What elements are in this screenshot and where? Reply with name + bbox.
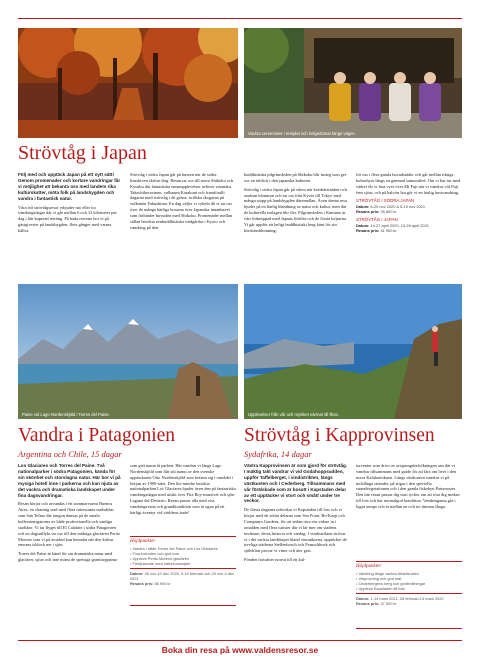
top-rule — [18, 18, 462, 19]
patagonia-paragraph: Resan börjar och avrundas i ett sommarvarmt Buenos Aires, en charmig stad med flera intressanta stadsdelar som San Telmo där tangon dansas på de smala kullerstensgatorna av både professionella och vanliga stadsbor. Vi tar flyget till El Calafate i södra Patagonien och en dagsutflykt tar oss till den mäktiga glaciären Perito Moreno som vi på avstånd kan beundra när den kalvar enorma isblock ner i sjön. — [18, 501, 121, 548]
tour-price: Resans pris: 41 900 kr — [356, 227, 397, 233]
tour-price: Resans pris: 45 800 kr — [356, 208, 397, 214]
cape-col-2 — [356, 463, 462, 558]
japan-paragraph: för oss i flera gamla huvudstäder och går mellan riktiga kulturbyar längs en gammal samurailed. Om vi har tur med vädret får vi fina vyer över Mt Fuji när vi vandrar vid Fuji fem sjöar, och på halvön Izu gör vi en härlig kustvandring. — [356, 172, 461, 195]
cape-paragraph: De första dagarna utforskar vi Kapstaden till fots och vi börjar med de södra delarna som Sea Point, Bo-Kaap och Companys Gardens, för att sedan röra oss vidare in i områden med flera turister där vi lär mer om stadens invånare, deras historia och vardag. I vindistrikten strövar vi i det vackra landskapet bland vinrankorna, upptäcker de trevliga städerna Stellenbosch och Franschhoek och självklart provar vi viner och äter gott. — [244, 507, 347, 554]
footer-rule — [18, 640, 462, 641]
japan-forest-photo — [18, 28, 238, 138]
highlights-list — [130, 546, 236, 566]
japan-paragraph: Strövtåg i södra Japan går på våren när körsbärsträden och azalean blommar och tar oss från Kyoto till Tokyo med många stopp på landsbygden däremellan. Även denna resa bjuder på en härlig blandning av natur och kultur, men där de kulturella inslagen blir fler. Pilgrimsleden i Kumano är vårt förknippad med Japans födelse och de första kejsarna. Vi går uppför ett heligt buddhistiskt berg känt för sin körsbärsblomning, — [244, 186, 348, 233]
highlights-title: Höjdpunkter — [130, 539, 156, 544]
tour-dates: Datum: 6-20 nov 2020 & 5-19 nov 2021 — [356, 203, 426, 209]
japan-col-3 — [244, 172, 348, 272]
japan-monks-photo — [244, 28, 462, 138]
cape-subtitle: Sydafrika, 14 dagar — [244, 449, 312, 459]
tour-dates: Datum: 26 nov-10 dec 2020, 5-19 februari och 20 nov-4 dec 2021 — [130, 570, 235, 581]
japan-col-4 — [356, 172, 462, 272]
list-item: • Vandring längs vackra Atlantkusten — [356, 571, 462, 576]
highlights-list — [356, 571, 462, 591]
list-item: • Uppleve Perito Moreno glaciären — [130, 556, 236, 561]
highlights-title: Höjdpunkter — [356, 564, 382, 569]
list-item: • Vandra i både Torres del Paine och Los Glaciares — [130, 546, 236, 551]
list-item: • Uppleva Kapstaden till fots — [356, 586, 462, 591]
photo-caption: Upplevelser från vår och mysiket närmar till flera. — [248, 412, 339, 417]
cape-lead: Västra Kapprovinsen är som gjord för strövtåg. I mäktig takt vandrar vi vid Godahoppsudden, uppför Taffelberget, i vindistrikten, längs västkusten och i Cederberg. Tillsammans med vår förälskade som är bosatt i Kapstaden delar av ett upptäcker vi stort och smått under tre veckor. — [244, 463, 348, 504]
list-item: • Vinprovning och god mat — [356, 576, 462, 581]
japan-lead: Följ med och upptäck Japan på ett nytt sätt! Genom promenader och kortare vandringar får vi möjlighet att bekanta oss med landets rika kulturskatter, möta folk på landsbygden och vandra i fantastisk natur. — [18, 172, 121, 201]
list-item: • Cederbergens berg och grottmålningar — [356, 581, 462, 586]
patagonia-paragraph: som gett namn åt parken. Här vandrar vi längs Lago Nordenskjöld som fått sitt namn av den svenske upptäckaren Otto Nordenskjöld som befann sig i området i början av 1900-talet. Den lite mindre besökta nationalparken Los Glaciares bjuder även den på fantastiska vandringsdagar med utsikt över Fitz Roy-massivet och sjön Laguna del Desierto. Resan passar alla med viss vandringsvana och grundkondition som är ugna på ett härligt äventyr vid världens ände! — [130, 463, 236, 515]
patagonia-highlights — [130, 536, 236, 606]
patagonia-paragraph: Torres del Paine är känd för sin dramatiska natur med glaciärer, sjöar och inte minst de spetsiga granittopparna — [18, 551, 118, 563]
divider — [356, 593, 462, 594]
patagonia-subtitle: Argentina och Chile, 15 dagar — [18, 449, 122, 459]
divider — [130, 568, 236, 569]
cape-heading: Strövtåg i Kapprovinsen — [244, 425, 435, 446]
tour-price: Resans pris: 56 900 kr — [130, 580, 171, 586]
patagonia-col-1 — [18, 463, 122, 635]
japan-col-2 — [130, 172, 234, 272]
cape-highlights — [356, 561, 462, 629]
patagonia-col-2 — [130, 463, 236, 533]
japan-heading: Strövtåg i Japan — [18, 142, 147, 164]
japan-paragraph: buddhistiska pilgrimsleden på Shikoku blir insteg som ger oss en inblick i den japanska kulturen. — [244, 172, 347, 183]
patagonia-photo — [18, 284, 238, 419]
japan-col-1 — [18, 172, 122, 272]
cape-photo — [244, 284, 462, 419]
cape-paragraph: turcenter som drivs av ursprungsbefolkningen san där vi vandrar tillsammans med guide för att lära om livet i den norra Kalahariöknen. Längs västkusten vandrar vi på milslånga stränder, på stigar i den speciella strandvegetationen och i den gamla fiskebyn Paternoster. Den här resan passar dig som tycker om att röra dig medan till fots och har normalgod kondition. Vandringarna går i lugnt tempo och är mellan en och tre timmar långa. — [356, 463, 460, 509]
list-item: • Fördjukande med naturkunskaper — [130, 561, 236, 566]
tour-price: Resans pris: 37 500 kr — [356, 600, 397, 606]
list-item: • Fina boenden och god mat — [130, 551, 236, 556]
tour-dates: Datum: 14-27 april 2020, 13-26 april 2021 — [356, 222, 429, 228]
cape-col-1 — [244, 463, 348, 635]
footer-booking-link[interactable]: Boka din resa på www.valdensresor.se — [161, 645, 319, 655]
photo-caption: Paine vid Lago Nordenskjöld i Torres del Paine. — [22, 412, 110, 417]
photo-caption: Vackra ceremonier i templet och helgedomar längs vägen. — [248, 131, 356, 136]
japan-paragraph: Våra två strövtågsresor erbjuder nio eller tio vandringsdagar där vi går mellan 6 och 12 kilometer per dag i lätt kuperad terräng. På bada resorna bor vi på gästgiverier på landsbygden, flera gånger med varma källor. — [18, 204, 117, 233]
tour-dates: Datum: 1-14 mars 2021, 28 februari-13 mars 2022 — [356, 595, 444, 601]
japan-paragraph: Strövtåg i södra Japan går på bussen när de södra linsskiven skiftar färg. Resan tar oss till norra Shikoku och Kyushu där fantastiska naturupplevelser avlöser varandra. Takachihoravinen, vulkanen Karakuni och framförallt dagarna med strövtåg i de gröna, trollska skogarna på vulkanön Yakushima. En dag väljer vi cykeln då vi tar oss över de många härliga broarna över Japanska innanhavet som förbinder huvudön med Shikoku. Promenader mellan sällan besökta zenbuddhistiska trädgårdar i Kyoto och vandring på den — [130, 172, 234, 230]
tour-name: STRÖVTÅG I JAPAN — [356, 216, 398, 222]
cape-paragraph: Fönden fortsätter norrut till ett kul- — [244, 557, 306, 563]
tour-name: STRÖVTÅG I SÖDRA JAPAN — [356, 198, 415, 204]
patagonia-heading: Vandra i Patagonien — [18, 425, 176, 446]
patagonia-lead: Los Glaciares och Torres del Paine. Två nationalparker i södra Patagonien, kända för sin skönhet och storslagna natur. Här bor vi på mysiga hotell inne i parkerna och kan njuta av det vackra och dramatiska landskapet under fina dagsvandringar. — [18, 463, 121, 498]
